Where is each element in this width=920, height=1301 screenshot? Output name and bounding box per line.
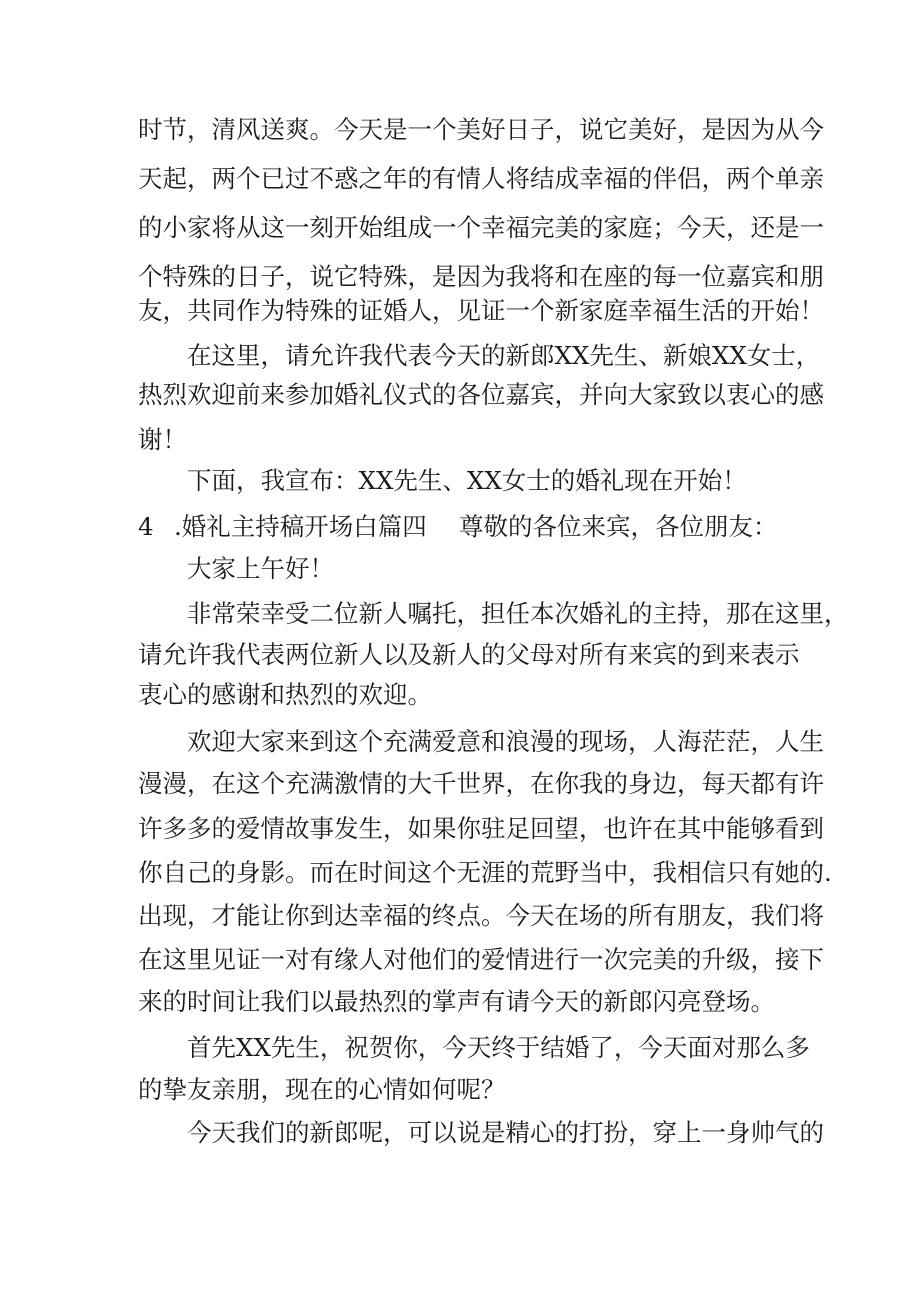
section-greeting: 尊敬的各位来宾，各位朋友： bbox=[459, 512, 778, 541]
text-line: 友，共同作为特殊的证婚人，见证一个新家庭幸福生活的开始！ bbox=[138, 296, 824, 325]
paragraph-start-line: 大家上午好！ bbox=[187, 554, 334, 583]
paragraph-start-line: 非常荣幸受二位新人嘱托，担任本次婚礼的主持，那在这里， bbox=[187, 599, 849, 628]
text-line: 你自己的身影。而在时间这个无涯的荒野当中，我相信只有她的. bbox=[138, 858, 832, 887]
paragraph-start-line: 欢迎大家来到这个充满爱意和浪漫的现场，人海茫茫，人生 bbox=[187, 727, 824, 756]
paragraph-start-line: 在这里，请允许我代表今天的新郎XX先生、新娘XX女士， bbox=[187, 341, 821, 370]
text-line: 来的时间让我们以最热烈的掌声有请今天的新郎闪亮登场。 bbox=[138, 987, 775, 1016]
paragraph-start-line: 下面，我宣布：XX先生、XX女士的婚礼现在开始！ bbox=[187, 466, 747, 495]
text-line: 请允许我代表两位新人以及新人的父母对所有来宾的到来表示 bbox=[138, 640, 800, 669]
paragraph-start-line: 首先XX先生，祝贺你，今天终于结婚了，今天面对那么多 bbox=[187, 1033, 810, 1062]
text-line: 的小家将从这一刻开始组成一个幸福完美的家庭；今天，还是一 bbox=[138, 213, 824, 242]
text-line: 在这里见证一对有缘人对他们的爱情进行一次完美的升级，接下 bbox=[138, 945, 824, 974]
text-line: 热烈欢迎前来参加婚礼仪式的各位嘉宾，并向大家致以衷心的感 bbox=[138, 380, 824, 409]
section-number: 4 bbox=[138, 512, 154, 541]
text-line: 漫漫，在这个充满激情的大千世界，在你我的身边，每天都有许 bbox=[138, 769, 824, 798]
text-line: 时节，清风送爽。今天是一个美好日子，说它美好，是因为从今 bbox=[138, 115, 824, 144]
text-line: 天起，两个已过不惑之年的有情人将结成幸福的伴侣，两个单亲 bbox=[138, 164, 824, 193]
text-line: 个特殊的日子，说它特殊，是因为我将和在座的每一位嘉宾和朋 bbox=[138, 262, 824, 291]
text-line: 的挚友亲朋，现在的心情如何呢？ bbox=[138, 1075, 506, 1104]
text-line: 出现，才能让你到达幸福的终点。今天在场的所有朋友，我们将 bbox=[138, 901, 824, 930]
text-line: 衷心的感谢和热烈的欢迎。 bbox=[138, 680, 432, 709]
text-line: 谢！ bbox=[138, 425, 187, 454]
text-line: 许多多的爱情故事发生，如果你驻足回望，也许在其中能够看到 bbox=[138, 814, 824, 843]
paragraph-start-line: 今天我们的新郎呢，可以说是精心的打扮，穿上一身帅气的 bbox=[187, 1118, 824, 1147]
section-title: .婚礼主持稿开场白篇四 bbox=[174, 512, 427, 541]
